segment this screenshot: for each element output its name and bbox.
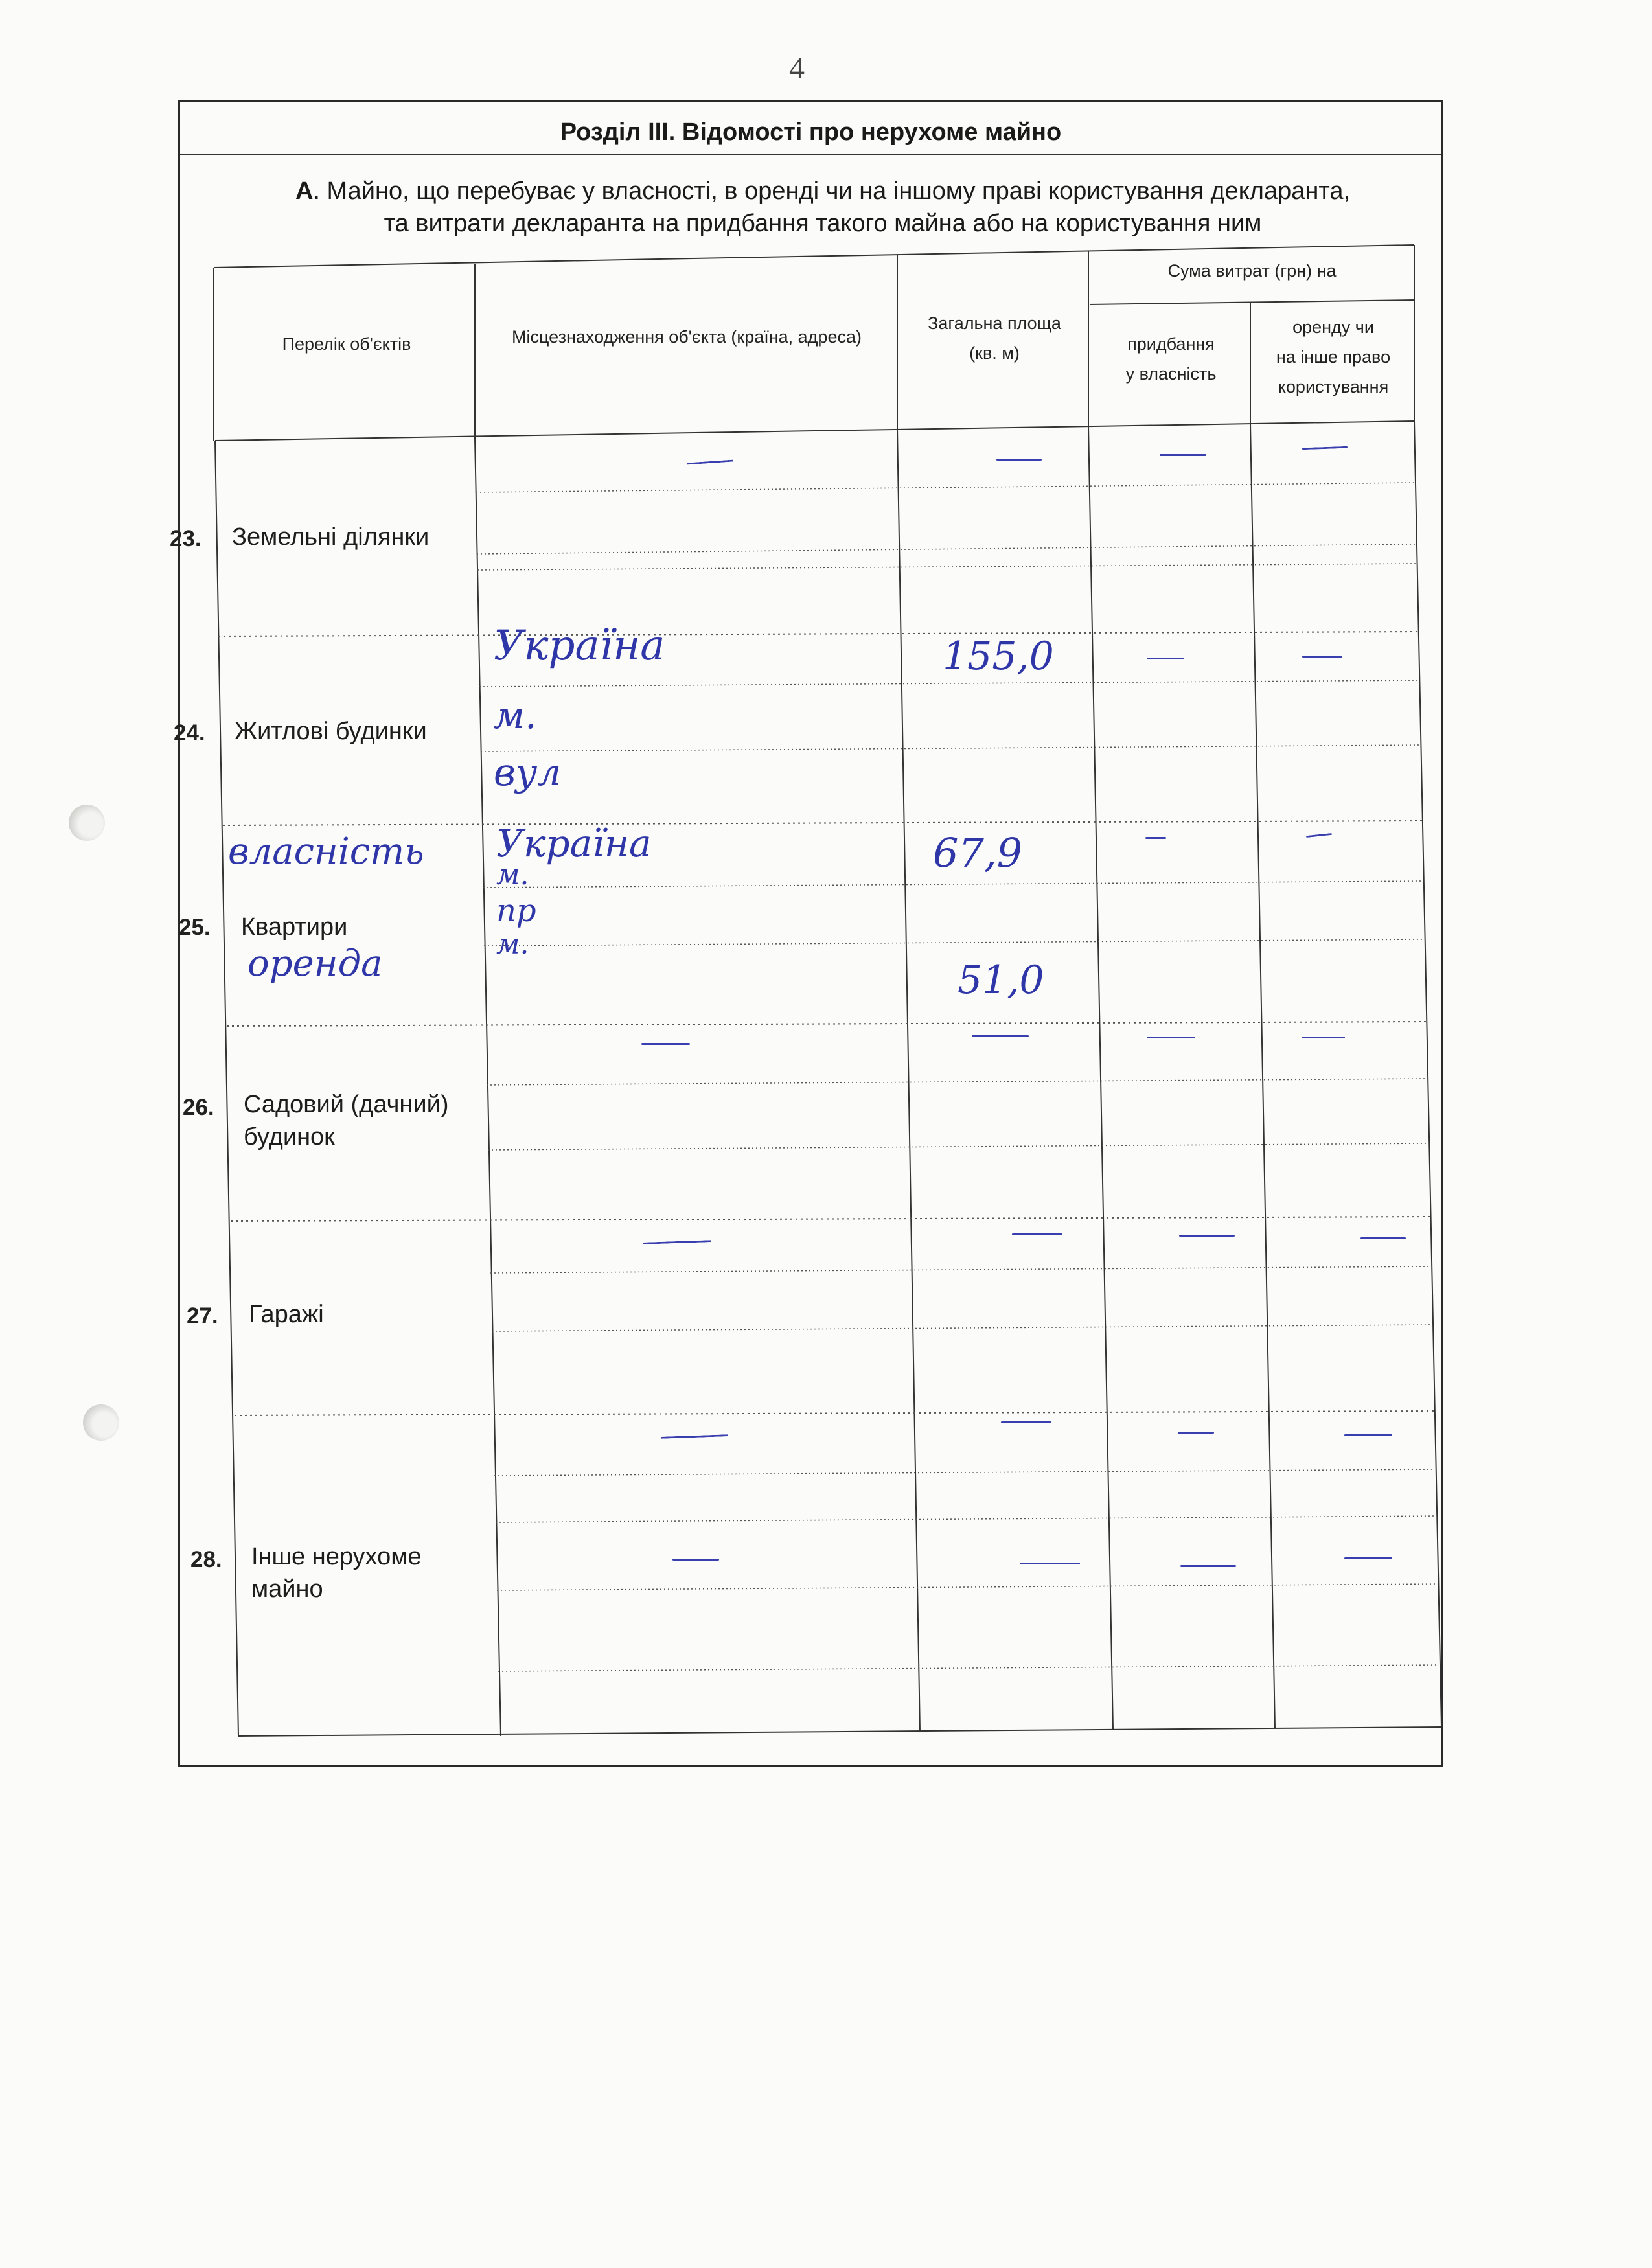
page-number: 4 (789, 51, 805, 86)
body-right-line (1414, 421, 1441, 1727)
body-divider-rent (1250, 424, 1275, 1728)
subtitle-line-2: та витрати декларанта на придбання такого майна або на користування ним (384, 210, 1262, 237)
row-separator-27 (235, 1411, 1434, 1415)
row-label-25: Квартири (241, 913, 348, 941)
handwritten-flat-country: Україна (496, 821, 652, 865)
handwritten-house-street: вул (494, 750, 562, 794)
dash-mark (1012, 1233, 1062, 1235)
dash-mark (1344, 1557, 1392, 1559)
dash-mark (1344, 1434, 1392, 1436)
header-rent-line-3: користування (1278, 377, 1389, 396)
header-area (901, 308, 1088, 368)
header-purchase-line-1: придбання (1127, 334, 1215, 354)
row-separator-23 (218, 632, 1419, 636)
dash-mark (1179, 1235, 1235, 1237)
header-location: Місцезнаходження об'єкта (країна, адреса) (512, 327, 862, 347)
row-number-26: 26. (183, 1095, 214, 1120)
body-bottom-line (238, 1727, 1441, 1736)
handwritten-flat-rent-area: 51,0 (958, 957, 1044, 1003)
dash-mark (1001, 1421, 1051, 1423)
handwritten-flat-city-2: м. (496, 928, 529, 961)
dash-mark (1147, 1037, 1195, 1038)
dash-mark (1302, 656, 1342, 658)
header-rent-line-1: оренду чи (1292, 317, 1374, 337)
row-label-24: Житлові будинки (235, 718, 427, 745)
dash-mark (1178, 1432, 1214, 1434)
dash-mark (1020, 1563, 1080, 1564)
row-number-24: 24. (174, 720, 205, 746)
section-title: Розділ III. Відомості про нерухоме майно (560, 119, 1062, 146)
body-divider-area (897, 429, 920, 1732)
header-objects: Перелік об'єктів (282, 334, 411, 354)
row-label-26: Садовий (дачний) будинок (244, 1091, 449, 1151)
header-purchase (1092, 329, 1250, 389)
header-bottom-line (215, 421, 1414, 441)
dash-mark (1360, 1237, 1406, 1239)
handwritten-flat-rent: оренда (247, 943, 383, 985)
header-area-line-1: Загальна площа (928, 314, 1061, 333)
dash-mark (1302, 1037, 1345, 1038)
row-label-28: Інше нерухоме майно (251, 1543, 422, 1603)
handwritten-house-country: Україна (494, 622, 665, 670)
dash-mark (996, 459, 1042, 461)
header-area-line-2: (кв. м) (969, 343, 1020, 363)
header-expenses-line (1090, 300, 1414, 304)
subtitle-line-1: . Майно, що перебуває у власності, в оренді чи на іншому праві користування декларанта, (313, 178, 1351, 205)
header-purchase-line-2: у власність (1125, 364, 1217, 384)
row-number-27: 27. (187, 1303, 218, 1329)
handwritten-house-city: м. (494, 693, 537, 737)
dash-mark (672, 1559, 719, 1561)
dash-mark (1180, 1565, 1236, 1567)
dash-mark (1147, 658, 1184, 659)
dash-mark (1145, 837, 1166, 839)
row-separator-26 (231, 1217, 1430, 1221)
dash-mark (1160, 454, 1206, 456)
handwritten-flat-street: пр (496, 893, 536, 929)
row-number-25: 25. (179, 915, 211, 940)
subtitle-letter: А (295, 178, 314, 205)
body-divider-purchase (1088, 426, 1113, 1730)
row-label-23: Земельні ділянки (232, 523, 430, 551)
header-rent (1252, 312, 1414, 402)
punch-hole (69, 805, 105, 841)
punch-hole (83, 1404, 119, 1441)
dash-mark (641, 1043, 690, 1045)
body-left-line (215, 441, 238, 1736)
handwritten-house-area: 155,0 (943, 634, 1054, 679)
row-number-23: 23. (170, 526, 201, 551)
header-rent-line-2: на інше право (1276, 347, 1391, 367)
handwritten-flat-area: 67,9 (933, 829, 1023, 876)
handwritten-flat-city: м. (496, 858, 529, 891)
row-separator-24 (223, 821, 1423, 825)
row-separator-25 (227, 1022, 1427, 1026)
handwritten-flat-ownership: власність (228, 830, 424, 873)
dash-mark (972, 1035, 1029, 1037)
row-label-27: Гаражі (249, 1301, 324, 1328)
header-expenses: Сума витрат (грн) на (1167, 261, 1337, 281)
row-number-28: 28. (190, 1547, 222, 1572)
